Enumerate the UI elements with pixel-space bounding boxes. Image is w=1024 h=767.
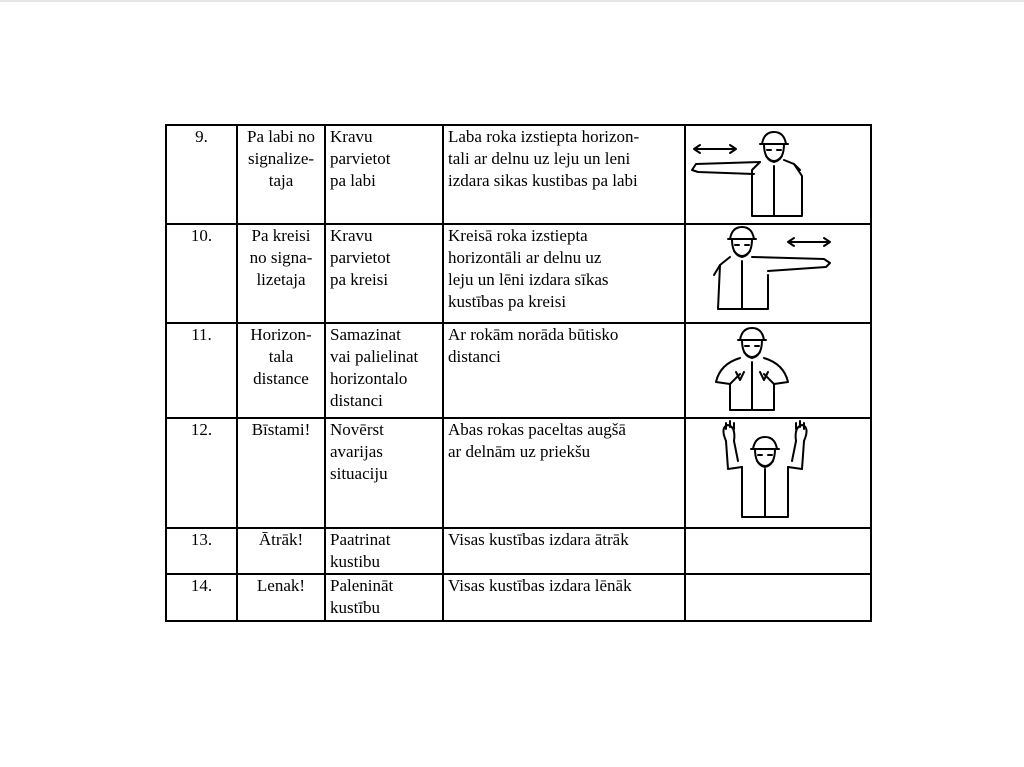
signal-description: Kreisā roka izstiepta horizontāli ar delnu uz leju un lēni izdara sīkas kustības pa kreisi [443, 224, 685, 323]
signal-figure-cell [685, 323, 871, 418]
signal-name: Bīstami! [237, 418, 325, 528]
signal-action: Palenināt kustību [325, 574, 443, 621]
row-number: 11. [166, 323, 237, 418]
signal-description: Visas kustības izdara ātrāk [443, 528, 685, 574]
table-row [166, 418, 871, 528]
table-row [166, 323, 871, 418]
signal-figure-cell [685, 418, 871, 528]
signal-description: Visas kustības izdara lēnāk [443, 574, 685, 621]
signal-action: Kravu parvietot pa labi [325, 125, 443, 224]
signal-figure-cell [685, 574, 871, 621]
row-number: 14. [166, 574, 237, 621]
signal-name: Horizon- tala distance [237, 323, 325, 418]
row-number: 9. [166, 125, 237, 224]
signal-name: Pa kreisi no signa- lizetaja [237, 224, 325, 323]
table-row [166, 528, 871, 574]
signal-action: Kravu parvietot pa kreisi [325, 224, 443, 323]
top-divider [0, 0, 1024, 2]
signal-name: Ātrāk! [237, 528, 325, 574]
signal-description: Abas rokas paceltas augšā ar delnām uz priekšu [443, 418, 685, 528]
table-row [166, 574, 871, 621]
signaler-left-arm-extended-icon [690, 225, 866, 319]
signal-action: Novērst avarijas situaciju [325, 418, 443, 528]
signal-description: Laba roka izstiepta horizon- tali ar delnu uz leju un leni izdara sikas kustibas pa labi [443, 125, 685, 224]
table-row [166, 224, 871, 323]
row-number: 10. [166, 224, 237, 323]
signal-name: Lenak! [237, 574, 325, 621]
signal-figure-cell [685, 528, 871, 574]
signals-table [165, 124, 872, 622]
signal-action: Paatrinat kustibu [325, 528, 443, 574]
row-number: 13. [166, 528, 237, 574]
signaler-hands-distance-icon [690, 324, 866, 414]
signal-figure-cell [685, 125, 871, 224]
signaler-both-arms-raised-icon [690, 419, 866, 524]
table-row [166, 125, 871, 224]
row-number: 12. [166, 418, 237, 528]
signal-action: Samazinat vai palielinat horizontalo distanci [325, 323, 443, 418]
signal-description: Ar rokām norāda būtisko distanci [443, 323, 685, 418]
signal-name: Pa labi no signalize- taja [237, 125, 325, 224]
signaler-right-arm-extended-icon [690, 126, 866, 220]
signal-figure-cell [685, 224, 871, 323]
